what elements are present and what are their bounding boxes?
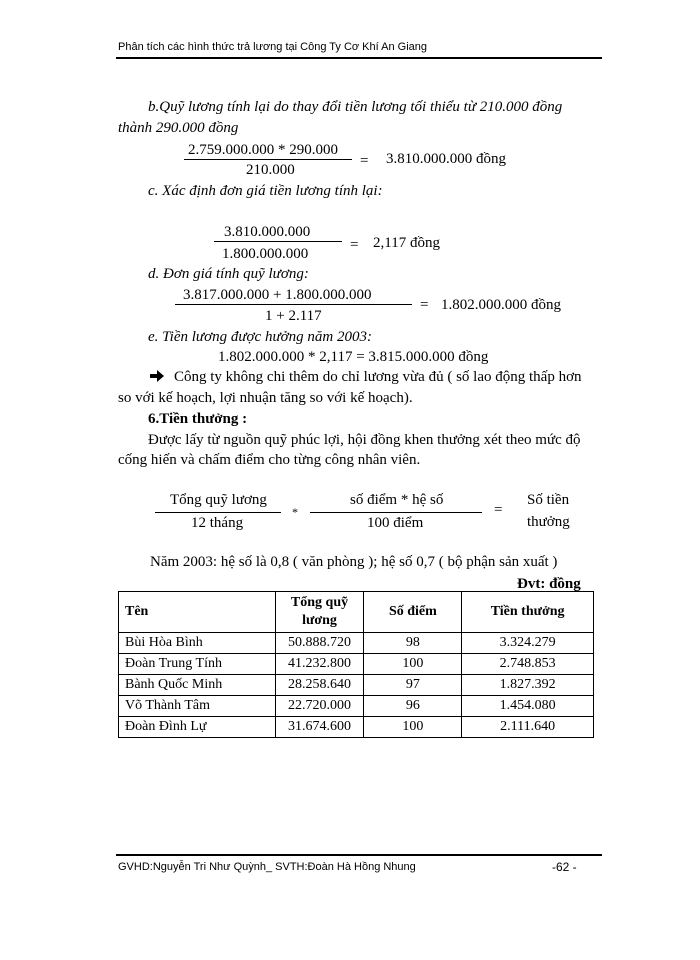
table-row bbox=[119, 696, 594, 717]
bonus-formula-result1: Số tiền bbox=[527, 492, 570, 508]
table-header-total-salary: Tổng quỹ lương bbox=[275, 592, 364, 633]
table-cell-bonus: 2.748.853 bbox=[462, 654, 594, 675]
table-row bbox=[119, 717, 594, 738]
section-c-result: 2,117 đồng bbox=[373, 235, 440, 251]
section-b-fraction-bar bbox=[184, 159, 352, 160]
section-b-denominator: 210.000 bbox=[246, 162, 295, 178]
table-cell-score: 98 bbox=[364, 633, 462, 654]
section-c-numerator: 3.810.000.000 bbox=[224, 224, 311, 240]
footer-page-number: -62 - bbox=[552, 860, 577, 874]
table-cell-total-salary: 22.720.000 bbox=[275, 696, 364, 717]
section-d-fraction-bar bbox=[175, 304, 412, 305]
table-cell-name: Bành Quốc Minh bbox=[119, 675, 276, 696]
footer-rule bbox=[116, 854, 602, 856]
table-header-bonus: Tiền thưởng bbox=[462, 592, 594, 633]
section-d-denominator: 1 + 2.117 bbox=[265, 308, 322, 324]
section-d-numerator: 3.817.000.000 + 1.800.000.000 bbox=[183, 287, 372, 303]
section-d-result: 1.802.000.000 đồng bbox=[441, 297, 561, 313]
bonus-heading: 6.Tiền thưởng : bbox=[148, 411, 248, 427]
table-header-score: Số điểm bbox=[364, 592, 462, 633]
table-cell-score: 97 bbox=[364, 675, 462, 696]
section-b-equals: = bbox=[360, 153, 369, 169]
section-b-numerator: 2.759.000.000 * 290.000 bbox=[188, 142, 338, 158]
table-cell-total-salary: 41.232.800 bbox=[275, 654, 364, 675]
bonus-formula-den1: 12 tháng bbox=[191, 515, 244, 531]
bonus-coefficient-note: Năm 2003: hệ số là 0,8 ( văn phòng ); hệ số 0,7 ( bộ phận sản xuất ) bbox=[150, 554, 558, 570]
table-header-name: Tên bbox=[119, 592, 276, 633]
bonus-formula-num2: số điểm * hệ số bbox=[350, 492, 444, 508]
bonus-formula-multiply: * bbox=[292, 505, 298, 519]
section-e-formula: 1.802.000.000 * 2,117 = 3.815.000.000 đồng bbox=[218, 349, 489, 365]
footer-authors: GVHD:Nguyễn Tri Như Quỳnh_ SVTH:Đoàn Hà Hồng Nhung bbox=[118, 861, 416, 873]
table-cell-total-salary: 50.888.720 bbox=[275, 633, 364, 654]
bonus-para-line1: Được lấy từ nguồn quỹ phúc lợi, hội đồng khen thưởng xét theo mức độ bbox=[148, 432, 581, 448]
table-row bbox=[119, 654, 594, 675]
table-row bbox=[119, 675, 594, 696]
table-cell-name: Võ Thành Tâm bbox=[119, 696, 276, 717]
section-c-fraction-bar bbox=[214, 241, 342, 242]
section-d-title: d. Đơn giá tính quỹ lương: bbox=[148, 266, 309, 282]
section-c-equals: = bbox=[350, 237, 359, 253]
table-cell-name: Đoàn Đình Lự bbox=[119, 717, 276, 738]
section-b-line2: thành 290.000 đồng bbox=[118, 120, 239, 136]
table-unit-label: Đvt: đồng bbox=[517, 576, 581, 592]
page-header-title: Phân tích các hình thức trả lương tại Công Ty Cơ Khí An Giang bbox=[118, 41, 428, 53]
table-cell-name: Đoàn Trung Tính bbox=[119, 654, 276, 675]
header-rule bbox=[116, 57, 602, 59]
table-cell-total-salary: 28.258.640 bbox=[275, 675, 364, 696]
section-d-equals: = bbox=[420, 297, 429, 313]
conclusion-line2: so với kế hoạch, lợi nhuận tăng so với kế hoạch). bbox=[118, 390, 413, 406]
table-cell-total-salary: 31.674.600 bbox=[275, 717, 364, 738]
section-c-denominator: 1.800.000.000 bbox=[222, 246, 309, 262]
table-cell-score: 96 bbox=[364, 696, 462, 717]
bonus-formula-num1: Tổng quỹ lương bbox=[170, 492, 267, 508]
bonus-formula-equals: = bbox=[494, 502, 503, 518]
conclusion-arrow-icon bbox=[150, 370, 164, 387]
bonus-formula-den2: 100 điểm bbox=[367, 515, 424, 531]
table-cell-score: 100 bbox=[364, 654, 462, 675]
bonus-table bbox=[118, 591, 594, 738]
section-b-line1: b.Quỹ lương tính lại do thay đổi tiền lương tối thiểu từ 210.000 đồng bbox=[148, 99, 563, 115]
bonus-formula-bar2 bbox=[310, 512, 482, 513]
table-cell-score: 100 bbox=[364, 717, 462, 738]
table-cell-bonus: 3.324.279 bbox=[462, 633, 594, 654]
section-e-title: e. Tiền lương được hưởng năm 2003: bbox=[148, 329, 372, 345]
table-cell-bonus: 1.454.080 bbox=[462, 696, 594, 717]
section-b-result: 3.810.000.000 đồng bbox=[386, 151, 506, 167]
table-cell-bonus: 2.111.640 bbox=[462, 717, 594, 738]
section-c-title: c. Xác định đơn giá tiền lương tính lại: bbox=[148, 183, 383, 199]
table-header-row bbox=[119, 592, 594, 633]
bonus-formula-bar1 bbox=[155, 512, 281, 513]
table-row bbox=[119, 633, 594, 654]
bonus-formula-result2: thưởng bbox=[527, 514, 570, 530]
table-cell-name: Bùi Hòa Bình bbox=[119, 633, 276, 654]
conclusion-line1: Công ty không chi thêm do chỉ lương vừa đủ ( số lao động thấp hơn bbox=[174, 369, 582, 385]
table-cell-bonus: 1.827.392 bbox=[462, 675, 594, 696]
bonus-para-line2: cống hiến và chấm điểm cho từng công nhân viên. bbox=[118, 452, 421, 468]
